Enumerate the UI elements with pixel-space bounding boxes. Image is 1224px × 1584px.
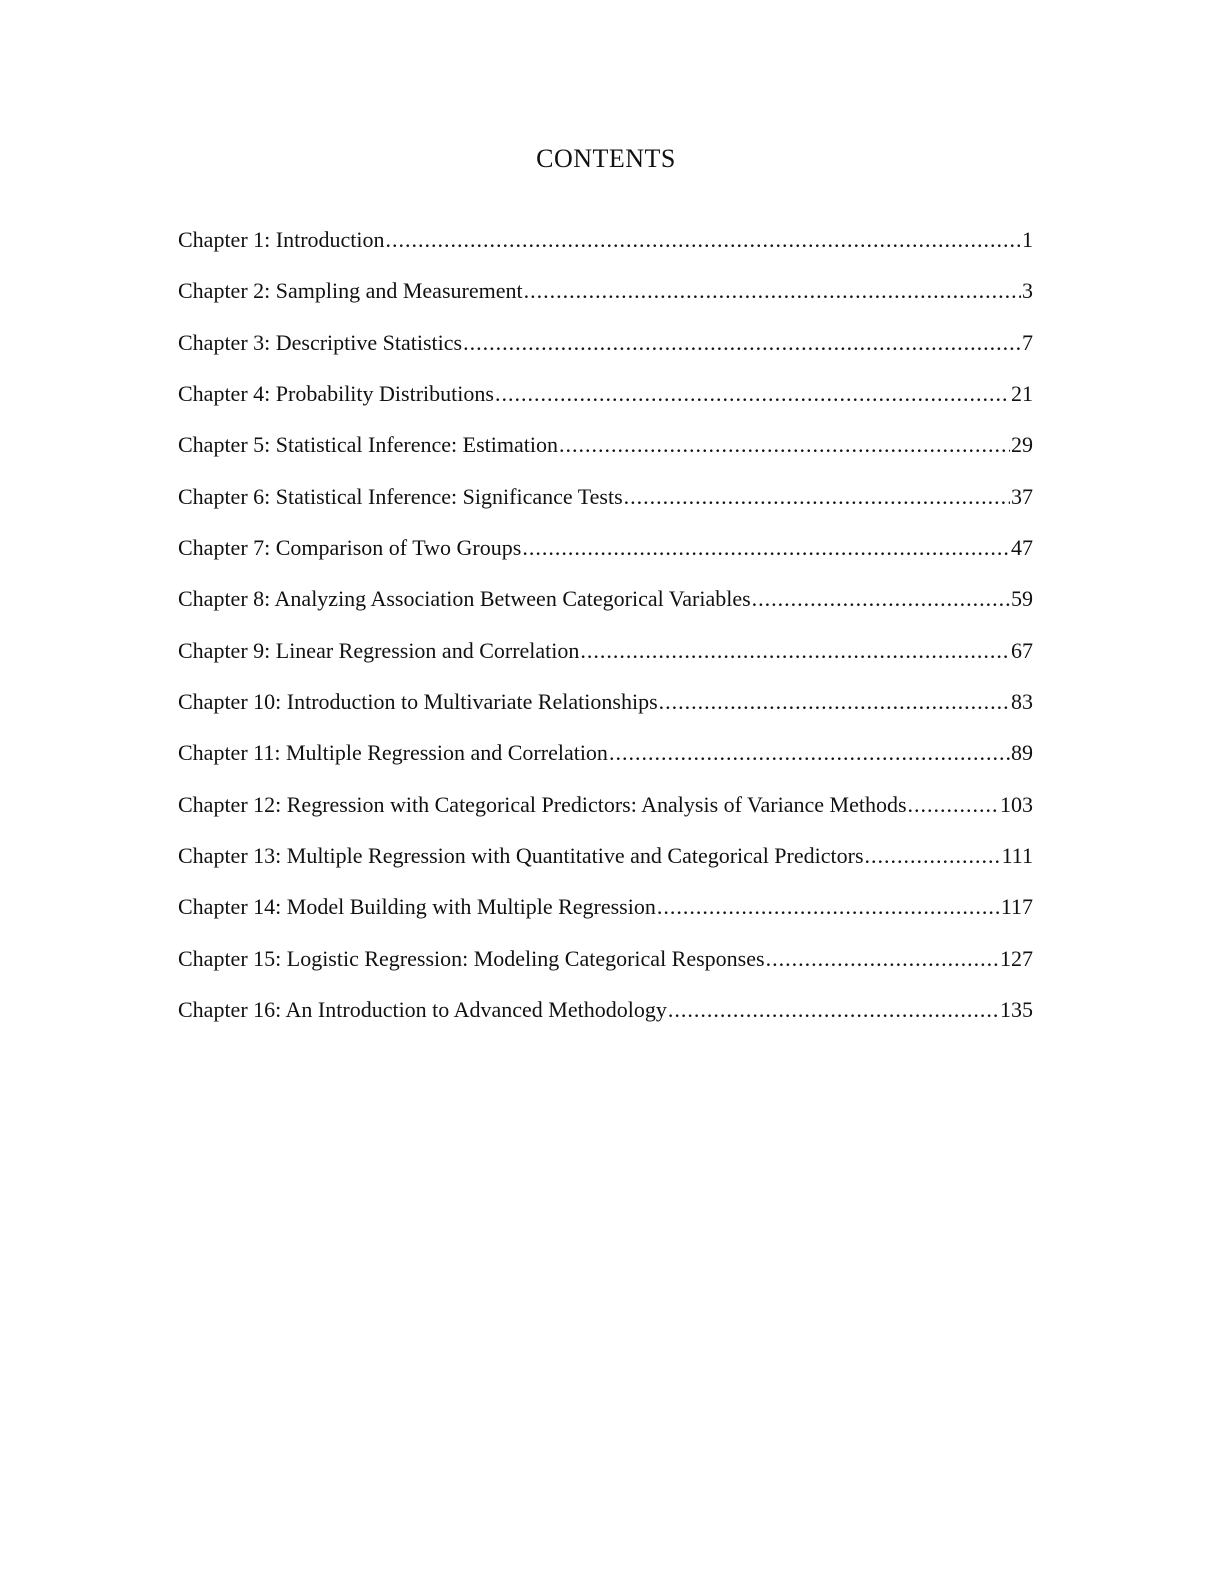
toc-entry[interactable]	[178, 789, 1033, 840]
toc-entry-label: Chapter 10: Introduction to Multivariate Relationships	[178, 688, 658, 714]
toc-entry-page: 47	[1011, 534, 1033, 560]
toc-entry[interactable]	[178, 224, 1033, 275]
toc-entry[interactable]	[178, 737, 1033, 788]
toc-entry-page: 89	[1011, 740, 1033, 766]
dot-leader	[609, 737, 1010, 769]
page-title: CONTENTS	[536, 144, 676, 173]
toc-entry-label: Chapter 11: Multiple Regression and Correlation	[178, 740, 608, 766]
toc-entry-label: Chapter 9: Linear Regression and Correlation	[178, 637, 580, 663]
dot-leader	[659, 686, 1010, 718]
toc-entry-label: Chapter 6: Statistical Inference: Significance Tests	[178, 483, 623, 509]
toc-entry-label: Chapter 14: Model Building with Multiple Regression	[178, 894, 656, 920]
toc-entry-page: 3	[1022, 278, 1033, 304]
toc-entry-page: 59	[1011, 586, 1033, 612]
toc-entry[interactable]	[178, 686, 1033, 737]
toc-entry[interactable]	[178, 943, 1033, 994]
toc-entry-page: 117	[1000, 894, 1033, 920]
toc-entry-page: 83	[1011, 688, 1033, 714]
toc-entry-label: Chapter 15: Logistic Regression: Modeling Categorical Responses	[178, 945, 765, 971]
toc-entry-label: Chapter 8: Analyzing Association Between Categorical Variables	[178, 586, 751, 612]
toc-entry[interactable]	[178, 994, 1033, 1045]
toc-entry-label: Chapter 7: Comparison of Two Groups	[178, 534, 522, 560]
toc-entry[interactable]	[178, 481, 1033, 532]
toc-entry[interactable]	[178, 327, 1033, 378]
dot-leader	[386, 224, 1021, 256]
toc-entry-page: 29	[1011, 432, 1033, 458]
dot-leader	[624, 481, 1010, 513]
dot-leader	[559, 429, 1010, 461]
toc-entry[interactable]	[178, 635, 1033, 686]
toc-entry[interactable]	[178, 583, 1033, 634]
dot-leader	[766, 943, 999, 975]
dot-leader	[908, 789, 999, 821]
toc-entry-page: 103	[1000, 791, 1033, 817]
toc-entry-page: 7	[1022, 329, 1033, 355]
toc-entry-label: Chapter 13: Multiple Regression with Quantitative and Categorical Predictors	[178, 842, 864, 868]
dot-leader	[580, 635, 1010, 667]
toc-entry[interactable]	[178, 429, 1033, 480]
table-of-contents	[178, 224, 1033, 1045]
dot-leader	[668, 994, 999, 1026]
dot-leader	[495, 378, 1010, 410]
dot-leader	[524, 275, 1021, 307]
toc-entry-label: Chapter 5: Statistical Inference: Estimation	[178, 432, 558, 458]
toc-entry-page: 135	[1000, 996, 1033, 1022]
dot-leader	[865, 840, 1001, 872]
toc-entry-label: Chapter 4: Probability Distributions	[178, 380, 494, 406]
toc-entry-label: Chapter 3: Descriptive Statistics	[178, 329, 463, 355]
toc-entry[interactable]	[178, 275, 1033, 326]
toc-entry[interactable]	[178, 532, 1033, 583]
toc-entry-page: 21	[1011, 380, 1033, 406]
toc-entry-label: Chapter 2: Sampling and Measurement	[178, 278, 523, 304]
toc-entry-label: Chapter 12: Regression with Categorical Predictors: Analysis of Variance Methods	[178, 791, 907, 817]
dot-leader	[752, 583, 1010, 615]
dot-leader	[657, 891, 1000, 923]
toc-entry-label: Chapter 16: An Introduction to Advanced Methodology	[178, 996, 667, 1022]
toc-entry-page: 67	[1011, 637, 1033, 663]
toc-entry[interactable]	[178, 891, 1033, 942]
toc-entry-page: 111	[1001, 842, 1033, 868]
toc-entry-label: Chapter 1: Introduction	[178, 227, 385, 252]
toc-entry-page: 37	[1011, 483, 1033, 509]
toc-entry-page: 1	[1022, 227, 1033, 252]
toc-entry-page: 127	[1000, 945, 1033, 971]
toc-entry[interactable]	[178, 378, 1033, 429]
dot-leader	[463, 327, 1021, 359]
dot-leader	[522, 532, 1010, 564]
toc-entry[interactable]	[178, 840, 1033, 891]
